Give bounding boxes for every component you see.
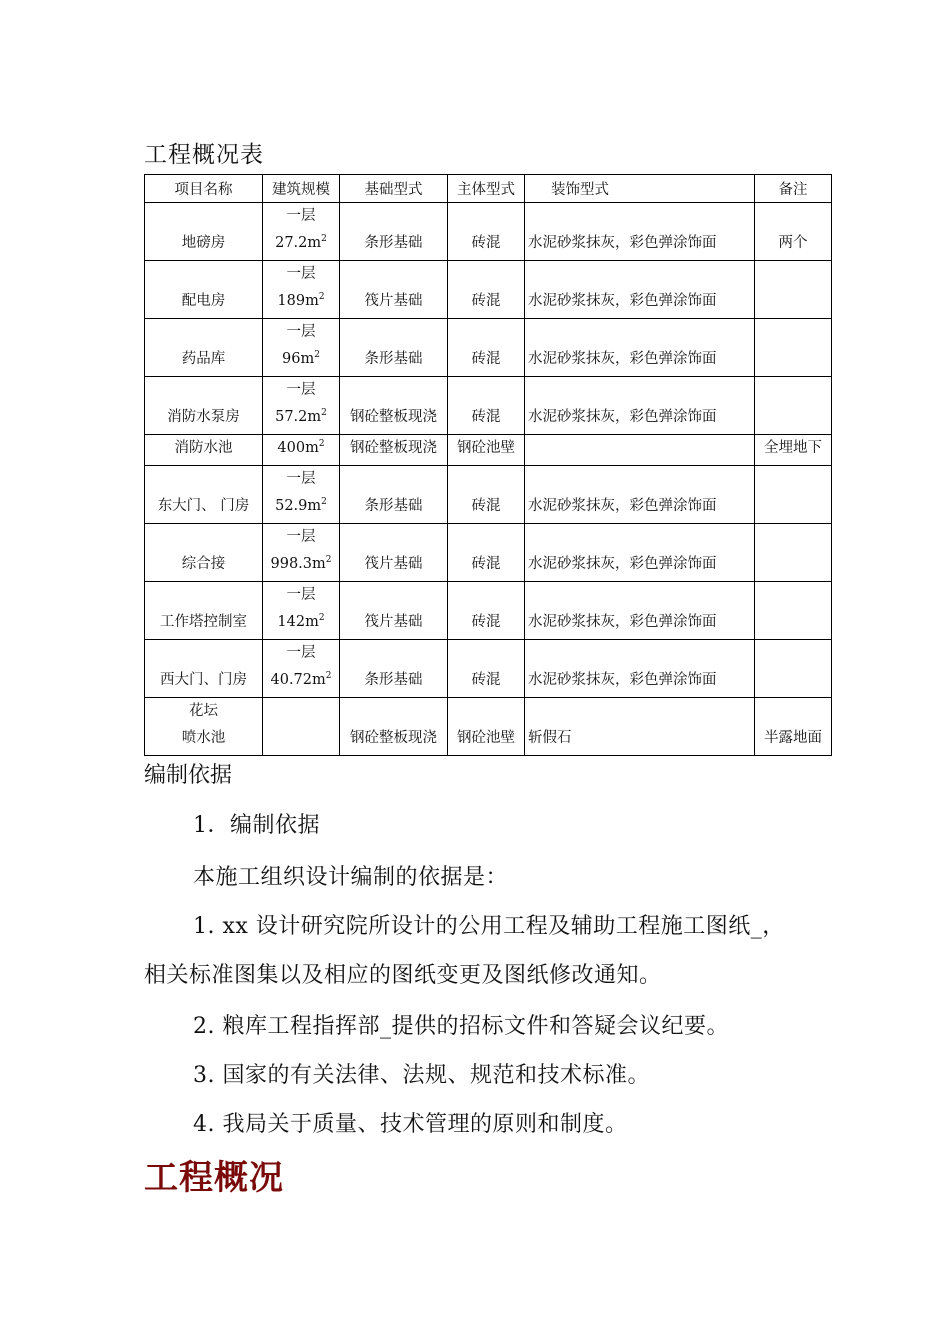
cell-structure-type: 砖混 (448, 319, 525, 377)
cell-project-name (145, 203, 263, 261)
basis-heading: 编制依据 (144, 763, 233, 788)
table-title: 工程概况表 (144, 142, 264, 168)
cell-foundation-type: 条形基础 (340, 203, 448, 261)
basis-intro: 本施工组织设计编制的依据是： (193, 865, 509, 890)
area-value: 52.9m (275, 498, 322, 514)
area-value: 27.2m (275, 235, 322, 251)
cell-structure-type: 钢砼池壁 (448, 698, 525, 756)
building-area (263, 493, 339, 520)
building-area (263, 288, 339, 315)
area-value: 40.72m (270, 672, 326, 688)
cell-decoration-type: 水泥砂浆抹灰，彩色弹涂饰面 (525, 524, 755, 582)
table-row (145, 640, 832, 698)
building-level: 一层 (286, 645, 316, 661)
building-level: 一层 (286, 587, 316, 603)
cell-structure-type: 砖混 (448, 261, 525, 319)
cell-decoration-type: 水泥砂浆抹灰，彩色弹涂饰面 (525, 319, 755, 377)
basis-item-1-continued: 相关标准图集以及相应的图纸变更及图纸修改通知。 (144, 963, 662, 988)
cell-building-scale (263, 698, 340, 756)
cell-building-scale (263, 435, 340, 466)
header-remark: 备注 (755, 175, 832, 203)
cell-project-name (145, 377, 263, 435)
cell-project-name (145, 698, 263, 756)
area-unit-superscript: 2 (318, 439, 325, 449)
cell-structure-type: 砖混 (448, 377, 525, 435)
basis-item-1: 1. xx 设计研究院所设计的公用工程及辅助工程施工图纸_， (193, 914, 785, 939)
project-name: 配电房 (181, 293, 226, 309)
cell-project-name (145, 640, 263, 698)
table-row (145, 698, 832, 756)
header-structure-type: 主体型式 (448, 175, 525, 203)
building-level: 一层 (286, 529, 316, 545)
cell-foundation-type: 条形基础 (340, 466, 448, 524)
project-name: 药品库 (181, 351, 226, 367)
project-name: 东大门、 门房 (157, 498, 250, 514)
cell-project-name (145, 435, 263, 466)
header-decoration-type: 装饰型式 (525, 175, 755, 203)
cell-remark (755, 524, 832, 582)
table-row (145, 377, 832, 435)
cell-project-name (145, 319, 263, 377)
building-area (263, 346, 339, 373)
cell-remark (755, 319, 832, 377)
building-area (263, 609, 339, 636)
cell-foundation-type: 条形基础 (340, 640, 448, 698)
area-unit-superscript: 2 (321, 497, 327, 507)
cell-decoration-type: 水泥砂浆抹灰，彩色弹涂饰面 (525, 261, 755, 319)
cell-building-scale (263, 319, 340, 377)
table-row (145, 203, 832, 261)
building-level: 一层 (286, 471, 316, 487)
table-header-row (145, 175, 832, 203)
cell-remark (755, 377, 832, 435)
area-unit-superscript: 2 (321, 408, 327, 418)
table-row (145, 466, 832, 524)
cell-decoration-type: 水泥砂浆抹灰，彩色弹涂饰面 (525, 582, 755, 640)
project-name: 消防水泵房 (167, 409, 240, 425)
area-unit-superscript: 2 (321, 234, 327, 244)
cell-remark (755, 582, 832, 640)
table-row (145, 582, 832, 640)
cell-remark (755, 466, 832, 524)
table-row (145, 261, 832, 319)
cell-structure-type: 砖混 (448, 582, 525, 640)
cell-decoration-type: 斩假石 (525, 698, 755, 756)
project-name: 西大门、门房 (160, 672, 247, 688)
cell-building-scale (263, 261, 340, 319)
project-name-line1: 花坛 (189, 703, 218, 719)
cell-building-scale (263, 582, 340, 640)
cell-decoration-type: 水泥砂浆抹灰，彩色弹涂饰面 (525, 377, 755, 435)
cell-building-scale (263, 524, 340, 582)
project-name: 工作塔控制室 (160, 614, 247, 630)
area-unit-superscript: 2 (314, 350, 320, 360)
cell-foundation-type: 钢砼整板现浇 (340, 435, 448, 466)
area-value: 57.2m (275, 409, 322, 425)
cell-decoration-type (525, 435, 755, 466)
cell-foundation-type: 筏片基础 (340, 524, 448, 582)
cell-building-scale (263, 203, 340, 261)
area-value: 142m (277, 614, 319, 630)
project-name: 消防水池 (174, 440, 233, 456)
cell-remark: 两个 (755, 203, 832, 261)
cell-remark: 全埋地下 (755, 435, 832, 466)
table-body (145, 203, 832, 756)
building-level: 一层 (286, 382, 316, 398)
building-area (263, 551, 339, 578)
cell-remark (755, 261, 832, 319)
area-unit-superscript: 2 (318, 292, 325, 302)
area-value: 96m (282, 351, 315, 367)
cell-foundation-type: 钢砼整板现浇 (340, 698, 448, 756)
building-level: 一层 (286, 266, 316, 282)
table-row (145, 524, 832, 582)
basis-item-4: 4. 我局关于质量、技术管理的原则和制度。 (193, 1112, 628, 1137)
cell-structure-type: 砖混 (448, 524, 525, 582)
cell-structure-type: 砖混 (448, 640, 525, 698)
cell-structure-type: 砖混 (448, 466, 525, 524)
cell-decoration-type: 水泥砂浆抹灰，彩色弹涂饰面 (525, 466, 755, 524)
cell-building-scale (263, 377, 340, 435)
area-value: 189m (277, 293, 319, 309)
area-unit-superscript: 2 (325, 671, 332, 681)
cell-project-name (145, 466, 263, 524)
area-unit-superscript: 2 (318, 613, 325, 623)
cell-project-name (145, 261, 263, 319)
cell-project-name (145, 582, 263, 640)
building-area (263, 435, 339, 462)
area-value: 400m (277, 440, 319, 456)
cell-decoration-type: 水泥砂浆抹灰，彩色弹涂饰面 (525, 203, 755, 261)
project-name: 综合接 (181, 556, 226, 572)
basis-subheading: 1．编制依据 (193, 813, 320, 838)
section-heading: 工程概况 (144, 1158, 284, 1198)
project-name: 喷水池 (181, 730, 226, 746)
cell-structure-type: 砖混 (448, 203, 525, 261)
cell-building-scale (263, 640, 340, 698)
building-level: 一层 (286, 324, 316, 340)
cell-foundation-type: 筏片基础 (340, 582, 448, 640)
header-project-name: 项目名称 (145, 175, 263, 203)
cell-building-scale (263, 466, 340, 524)
table-row (145, 435, 832, 466)
cell-foundation-type: 筏片基础 (340, 261, 448, 319)
header-building-scale: 建筑规模 (263, 175, 340, 203)
table-row (145, 319, 832, 377)
cell-foundation-type: 条形基础 (340, 319, 448, 377)
cell-remark: 半露地面 (755, 698, 832, 756)
building-area (263, 404, 339, 431)
building-area (263, 230, 339, 257)
cell-remark (755, 640, 832, 698)
cell-project-name (145, 524, 263, 582)
area-value: 998.3m (270, 556, 326, 572)
cell-structure-type: 钢砼池壁 (448, 435, 525, 466)
cell-decoration-type: 水泥砂浆抹灰，彩色弹涂饰面 (525, 640, 755, 698)
basis-item-2: 2. 粮库工程指挥部_提供的招标文件和答疑会议纪要。 (193, 1014, 729, 1039)
building-level: 一层 (286, 208, 316, 224)
project-name: 地磅房 (181, 235, 226, 251)
basis-item-3: 3. 国家的有关法律、法规、规范和技术标准。 (193, 1063, 650, 1088)
project-overview-table (144, 174, 832, 756)
cell-foundation-type: 钢砼整板现浇 (340, 377, 448, 435)
building-area (263, 667, 339, 694)
header-foundation-type: 基础型式 (340, 175, 448, 203)
area-unit-superscript: 2 (325, 555, 332, 565)
